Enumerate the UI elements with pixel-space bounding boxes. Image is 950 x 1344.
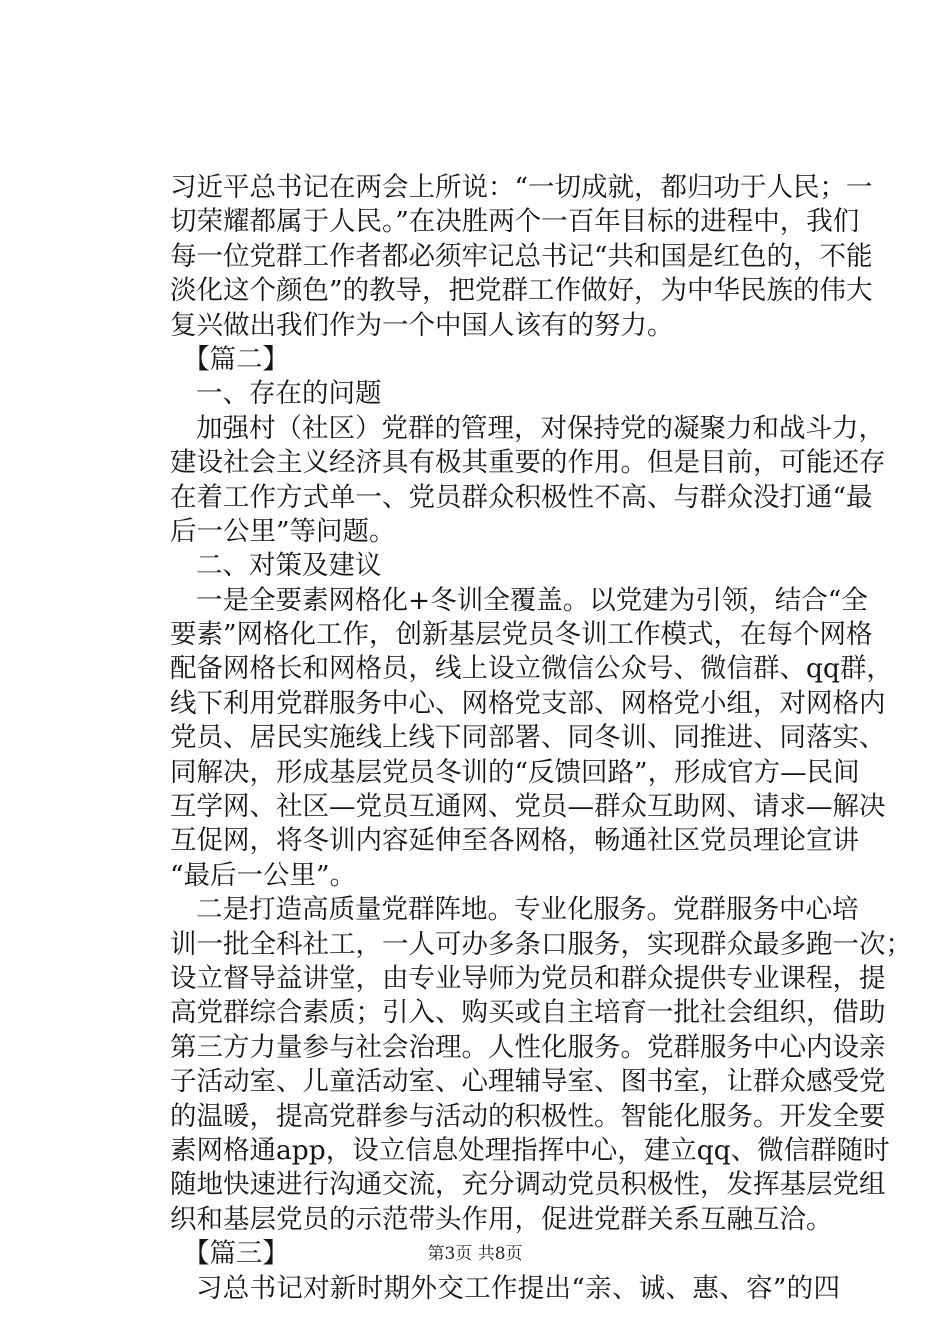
text-line: 党员、居民实施线上线下同部署、同冬训、同推进、同落实、 bbox=[170, 722, 886, 754]
text-line: 素网格通app，设立信息处理指挥中心，建立qq、微信群随时 bbox=[170, 1134, 890, 1166]
text-line: 同解决，形成基层党员冬训的“反馈回路”，形成官方—民间 bbox=[170, 756, 860, 788]
text-line: 每一位党群工作者都必须牢记总书记“共和国是红色的，不能 bbox=[170, 240, 873, 272]
text-line: 互学网、社区—党员互通网、党员—群众互助网、请求—解决 bbox=[170, 791, 886, 823]
text-line: 互促网，将冬训内容延伸至各网格，畅通社区党员理论宣讲 bbox=[170, 825, 859, 857]
document-body bbox=[170, 171, 912, 1306]
text-line: 【篇二】 bbox=[183, 343, 289, 375]
text-line: 加强村（社区）党群的管理，对保持党的凝聚力和战斗力， bbox=[196, 412, 885, 444]
text-line: 训一批全科社工，一人可办多条口服务，实现群众最多跑一次； bbox=[170, 928, 912, 960]
text-line: 习近平总书记在两会上所说：“一切成就，都归功于人民；一 bbox=[170, 172, 873, 203]
text-line: 一是全要素网格化+冬训全覆盖。以党建为引领，结合“全 bbox=[196, 584, 868, 616]
text-line: 高党群综合素质；引入、购买或自主培育一批社会组织，借助 bbox=[170, 997, 886, 1029]
text-line: 配备网格长和网格员，线上设立微信公众号、微信群、qq群， bbox=[170, 653, 893, 685]
text-line: 建设社会主义经济具有极其重要的作用。但是目前，可能还存 bbox=[170, 447, 886, 479]
text-line: “最后一公里”。 bbox=[170, 859, 357, 891]
text-line: 二、对策及建议 bbox=[196, 550, 382, 582]
text-line: 后一公里”等问题。 bbox=[170, 515, 396, 547]
page-footer: 第3页 共8页 bbox=[427, 1244, 523, 1264]
text-line: 线下利用党群服务中心、网格党支部、网格党小组，对网格内 bbox=[170, 687, 886, 719]
text-line: 织和基层党员的示范带头作用，促进党群关系互融互洽。 bbox=[170, 1203, 833, 1235]
text-line: 切荣耀都属于人民。”在决胜两个一百年目标的进程中，我们 bbox=[170, 206, 860, 238]
text-line: 一、存在的问题 bbox=[196, 378, 382, 410]
text-line: 【篇三】 bbox=[183, 1238, 289, 1270]
text-line: 二是打造高质量党群阵地。专业化服务。党群服务中心培 bbox=[196, 894, 859, 926]
text-line: 淡化这个颜色”的教导，把党群工作做好，为中华民族的伟大 bbox=[170, 275, 873, 307]
text-line: 子活动室、儿童活动室、心理辅导室、图书室，让群众感受党 bbox=[170, 1066, 886, 1098]
text-line: 在着工作方式单一、党员群众积极性不高、与群众没打通“最 bbox=[170, 481, 873, 513]
text-line: 复兴做出我们作为一个中国人该有的努力。 bbox=[170, 309, 674, 341]
text-line: 设立督导益讲堂，由专业导师为党员和群众提供专业课程，提 bbox=[170, 962, 886, 994]
text-line: 的温暖，提高党群参与活动的积极性。智能化服务。开发全要 bbox=[170, 1100, 886, 1132]
text-line: 要素”网格化工作，创新基层党员冬训工作模式，在每个网格 bbox=[170, 619, 873, 651]
text-line: 随地快速进行沟通交流，充分调动党员积极性，发挥基层党组 bbox=[170, 1169, 886, 1201]
text-line: 第三方力量参与社会治理。人性化服务。党群服务中心内设亲 bbox=[170, 1031, 886, 1063]
text-line: 习总书记对新时期外交工作提出“亲、诚、惠、容”的四 bbox=[196, 1272, 840, 1304]
